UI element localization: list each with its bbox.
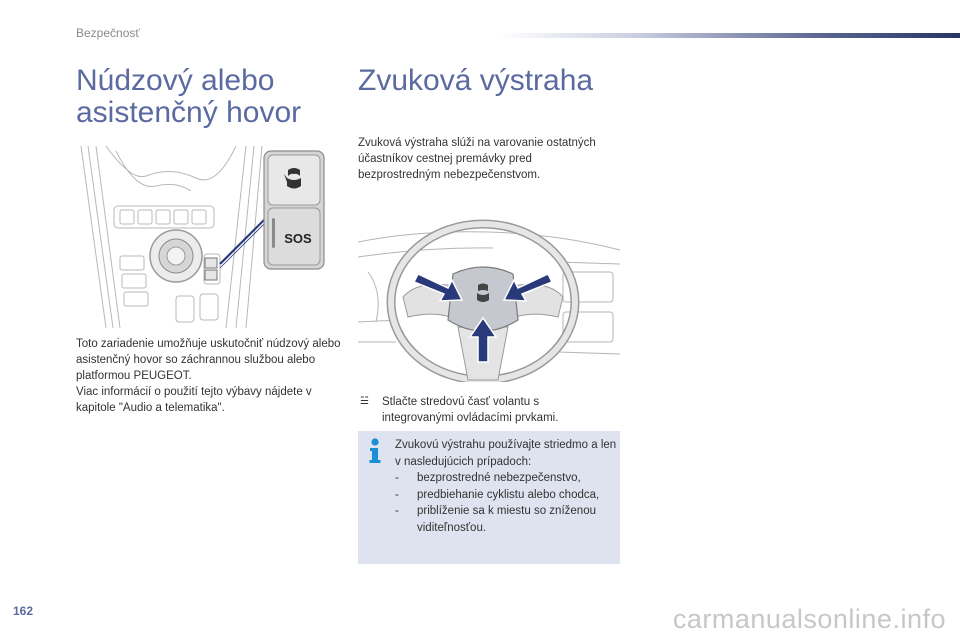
- header-gradient-bar: [500, 33, 960, 38]
- horn-instruction-text: Stlačte stredovú časť volantu s integrovanými ovládacími prvkami.: [382, 396, 559, 424]
- list-item: - bezprostredné nebezpečenstvo,: [395, 470, 617, 487]
- emergency-call-title: Núdzový alebo asistenčný hovor: [76, 64, 302, 129]
- emergency-call-paragraph-2: Viac informácií o použití tejto výbavy nájdete v kapitole "Audio a telematika".: [76, 386, 312, 414]
- horn-instruction: [358, 394, 613, 426]
- bullet-marker-icon: ☱: [360, 396, 369, 407]
- info-box: [358, 431, 620, 564]
- center-console-sos-figure: [76, 146, 326, 328]
- list-item-text: predbiehanie cyklistu alebo chodca,: [417, 488, 600, 501]
- horn-intro: Zvuková výstraha slúži na varovanie ostatných účastníkov cestnej premávky pred bezprostredným nebezpečenstvom.: [358, 137, 596, 181]
- info-text: [395, 437, 617, 536]
- watermark: carmanualsonline.info: [672, 604, 946, 634]
- info-icon: [368, 438, 382, 464]
- horn-title: Zvuková výstraha: [358, 64, 594, 97]
- list-item: - priblíženie sa k miestu so zníženou viditeľnosťou.: [395, 503, 617, 536]
- list-item-text: priblíženie sa k miestu so zníženou viditeľnosťou.: [417, 505, 596, 534]
- emergency-call-paragraph-1: Toto zariadenie umožňuje uskutočniť núdzový alebo asistenčný hovor so záchrannou službou alebo platformou PEUGEOT.: [76, 338, 341, 382]
- page-number: 162: [13, 604, 34, 618]
- info-intro: Zvukovú výstrahu používajte striedmo a len v nasledujúcich prípadoch:: [395, 439, 617, 468]
- list-item-text: bezprostredné nebezpečenstvo,: [417, 472, 581, 484]
- emergency-call-description: [76, 336, 348, 416]
- section-header: Bezpečnosť: [76, 26, 140, 40]
- list-item: - predbiehanie cyklistu alebo chodca,: [395, 487, 617, 504]
- steering-wheel-figure: [358, 202, 620, 382]
- sos-button-label: SOS: [284, 231, 312, 246]
